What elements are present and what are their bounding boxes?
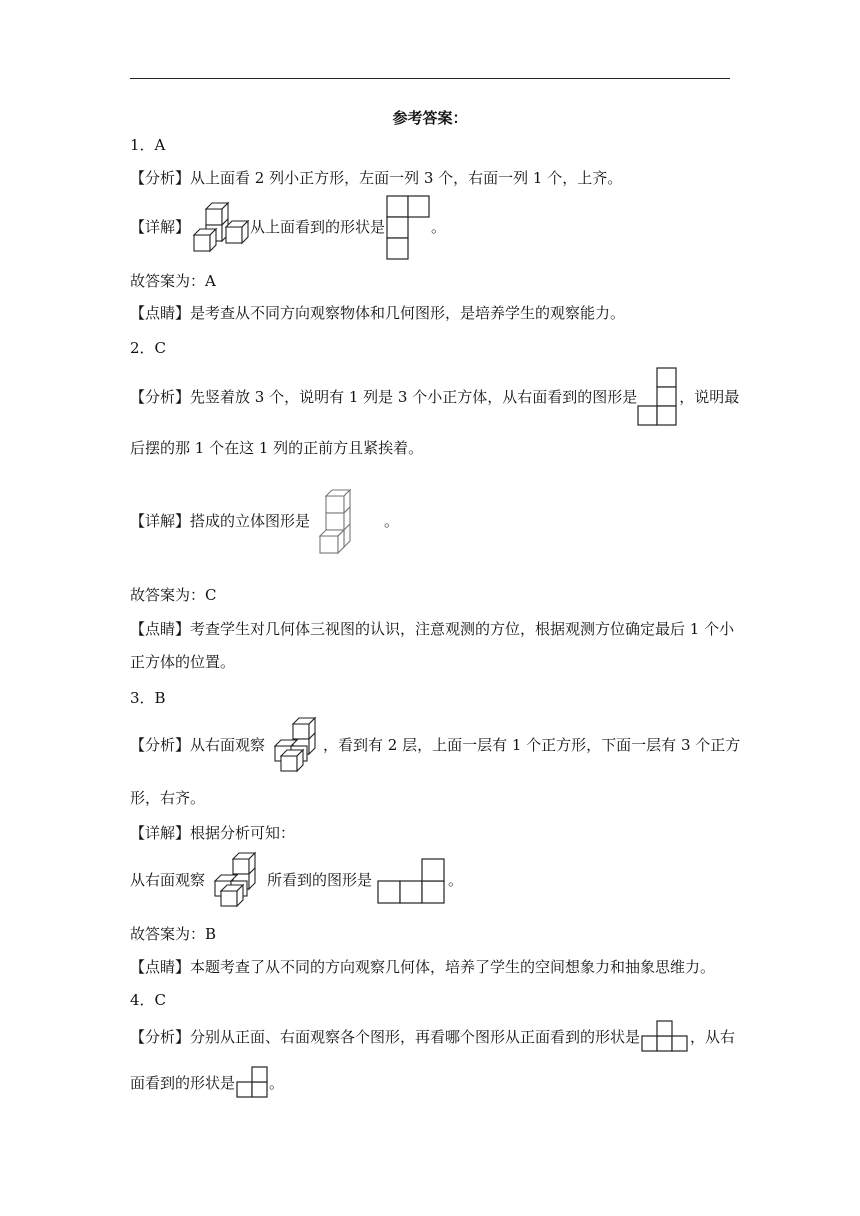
q1-detail-text: 从上面看到的形状是 (250, 218, 386, 236)
page-title: 参考答案： (392, 109, 468, 127)
q1-detail-label: 【详解】 (130, 218, 191, 236)
q1-comment: 【点睛】是考查从不同方向观察物体和几何图形，是培养学生的观察能力。 (130, 304, 626, 322)
q2-analysis-text: 【分析】先竖着放 3 个，说明有 1 列是 3 个小正方体，从右面看到的图形是 (130, 388, 638, 406)
header-rule (130, 78, 730, 79)
q2-detail-row (130, 486, 399, 556)
q2-analysis-cont: 后摆的那 1 个在这 1 列的正前方且紧挨着。 (130, 439, 424, 457)
q3-observe-label: 从右面观察 (130, 871, 206, 889)
q2-number: 2．C (130, 339, 167, 357)
q4-number: 4．C (130, 991, 167, 1009)
q3-observe-end: 。 (448, 871, 464, 889)
q3-number: 3．B (130, 689, 166, 707)
q4-analysis-row2 (130, 1066, 284, 1100)
q1-detail-end: 。 (431, 218, 447, 236)
q3-observe-row (130, 851, 463, 909)
q3-answer: 故答案为：B (130, 925, 217, 943)
q3-observe-text: 所看到的图形是 (267, 871, 373, 889)
q2-analysis-row (130, 366, 739, 428)
q1-cube-figure (190, 201, 250, 253)
q3-analysis-row (130, 716, 740, 774)
q3-right-view-shape (376, 855, 448, 905)
q1-number: 1．A (130, 136, 166, 154)
q2-right-view-shape (637, 366, 679, 428)
q1-top-view-shape (385, 194, 431, 260)
q4-analysis-row (130, 1020, 735, 1054)
q3-detail: 【详解】根据分析可知： (130, 824, 296, 842)
q2-analysis-text-end: ，说明最 (679, 388, 740, 406)
q2-answer: 故答案为：C (130, 586, 217, 604)
q2-detail-end: 。 (384, 512, 400, 530)
q2-solid-figure (316, 486, 376, 556)
q3-observe-figure (209, 851, 263, 909)
q3-comment: 【点睛】本题考查了从不同的方向观察几何体，培养了学生的空间想象力和抽象思维力。 (130, 958, 716, 976)
q1-answer: 故答案为：A (130, 272, 216, 290)
q1-detail-row (130, 194, 446, 260)
q3-analysis-label: 【分析】从右面观察 (130, 736, 266, 754)
q3-solid-figure (269, 716, 323, 774)
q4-analysis-end: 。 (269, 1074, 285, 1092)
q4-right-view-shape (235, 1066, 269, 1100)
q3-analysis-cont: 形，右齐。 (130, 789, 206, 807)
q2-comment-cont: 正方体的位置。 (130, 653, 236, 671)
q3-analysis-text: ，看到有 2 层，上面一层有 1 个正方形，下面一层有 3 个正方 (323, 736, 741, 754)
q4-analysis-text: 【分析】分别从正面、右面观察各个图形，再看哪个图形从正面看到的形状是 (130, 1028, 641, 1046)
q4-analysis-cont: 面看到的形状是 (130, 1074, 236, 1092)
q2-comment: 【点睛】考查学生对几何体三视图的认识，注意观测的方位，根据观测方位确定最后 1 个小 (130, 620, 735, 638)
q2-detail-label: 【详解】搭成的立体图形是 (130, 512, 311, 530)
q4-front-view-shape (640, 1020, 690, 1054)
q4-analysis-text-end: ，从右 (690, 1028, 736, 1046)
q1-analysis: 【分析】从上面看 2 列小正方形，左面一列 3 个，右面一列 1 个，上齐。 (130, 169, 623, 187)
